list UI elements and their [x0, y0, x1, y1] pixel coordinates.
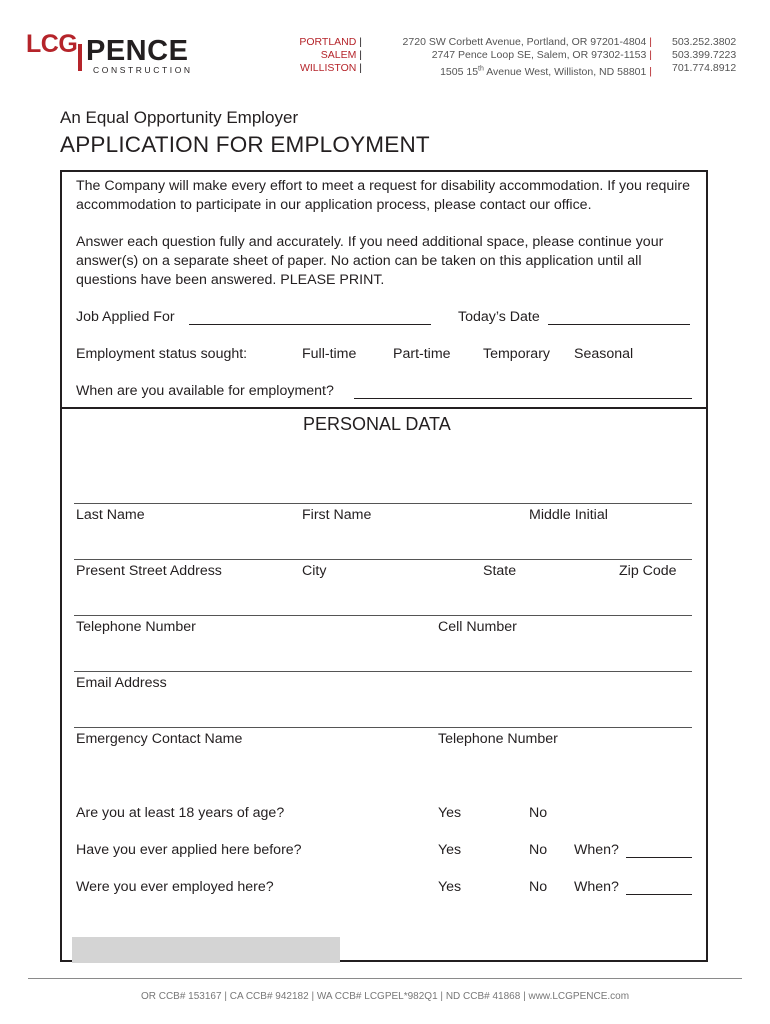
- address-text: 2720 SW Corbett Avenue, Portland, OR 97201-4804: [402, 36, 647, 48]
- address-field-line[interactable]: [74, 559, 692, 560]
- logo-pence-text: PENCE: [86, 35, 189, 67]
- company-logo: [26, 30, 196, 76]
- status-option-temporary[interactable]: Temporary: [483, 346, 551, 362]
- gray-shaded-box: [72, 937, 340, 963]
- logo-bar: [78, 44, 82, 71]
- last-name-label: Last Name: [76, 507, 145, 523]
- location-phone-williston: 701.774.8912: [672, 62, 737, 74]
- footer-divider: [28, 978, 742, 979]
- city-label: SALEM: [320, 49, 357, 61]
- footer-nd-ccb: ND CCB# 41868: [445, 991, 521, 1002]
- address-part: Avenue West, Williston, ND 58801: [483, 65, 647, 78]
- footer-website-link[interactable]: www.LCGPENCE.com: [528, 991, 630, 1002]
- emergency-contact-label: Emergency Contact Name: [76, 731, 243, 747]
- todays-date-label: Today’s Date: [458, 309, 540, 325]
- page-title: APPLICATION FOR EMPLOYMENT: [60, 132, 430, 157]
- job-applied-label: Job Applied For: [76, 309, 175, 325]
- status-option-seasonal[interactable]: Seasonal: [574, 346, 634, 362]
- location-city-portland: [252, 36, 362, 49]
- location-city-salem: [252, 49, 362, 62]
- email-address-label: Email Address: [76, 675, 167, 691]
- zip-code-label: Zip Code: [619, 563, 677, 579]
- todays-date-field[interactable]: [548, 324, 690, 325]
- applied-when-label: When?: [574, 842, 619, 858]
- subtitle: An Equal Opportunity Employer: [60, 108, 299, 127]
- footer-or-ccb: OR CCB# 153167: [140, 991, 222, 1002]
- intro-paragraph-instructions: Answer each question fully and accurately. If you need additional space, please continue your answer(s) on a separate sheet of paper. No action can be taken on this application until all questions have been answered. PLEASE PRINT.: [76, 234, 664, 288]
- age-yes-option[interactable]: Yes: [438, 805, 462, 821]
- separator: |: [359, 62, 362, 74]
- employed-no-option[interactable]: No: [529, 879, 548, 895]
- section-divider: [60, 407, 708, 409]
- separator: |: [359, 36, 362, 48]
- street-address-label: Present Street Address: [76, 563, 222, 579]
- applied-when-field[interactable]: [626, 857, 692, 858]
- employed-yes-option[interactable]: Yes: [438, 879, 462, 895]
- footer: [0, 991, 770, 1002]
- location-phone-salem: 503.399.7223: [672, 49, 737, 61]
- name-field-line[interactable]: [74, 503, 692, 504]
- first-name-label: First Name: [302, 507, 372, 523]
- section-title-personal-data: PERSONAL DATA: [303, 414, 451, 434]
- emergency-phone-label: Telephone Number: [438, 731, 558, 747]
- email-field-line[interactable]: [74, 671, 692, 672]
- availability-field[interactable]: [354, 398, 692, 399]
- separator: |: [649, 49, 652, 61]
- footer-separator: |: [523, 991, 526, 1002]
- location-address-portland: [352, 36, 652, 49]
- footer-wa-ccb: WA CCB# LCGPEL*982Q1: [316, 991, 438, 1002]
- intro-paragraph-accommodation: The Company will make every effort to meet a request for disability accommodation. If you require accommodation to participate in our application process, please contact our office.: [76, 178, 691, 213]
- employed-when-label: When?: [574, 879, 619, 895]
- phone-field-line[interactable]: [74, 615, 692, 616]
- cell-number-label: Cell Number: [438, 619, 517, 635]
- footer-separator: |: [440, 991, 444, 1002]
- logo-construction-text: CONSTRUCTION: [93, 65, 193, 75]
- address-text: [440, 66, 646, 78]
- job-applied-field[interactable]: [189, 324, 431, 325]
- employed-when-field[interactable]: [626, 894, 692, 895]
- footer-separator: |: [311, 991, 315, 1002]
- status-option-part-time[interactable]: Part-time: [393, 346, 451, 362]
- middle-initial-label: Middle Initial: [529, 507, 608, 523]
- city-label: WILLISTON: [299, 62, 357, 74]
- location-city-williston: [252, 62, 362, 75]
- address-part: 1505 15: [440, 65, 479, 78]
- applied-yes-option[interactable]: Yes: [438, 842, 462, 858]
- question-age: Are you at least 18 years of age?: [76, 805, 285, 821]
- emergency-field-line[interactable]: [74, 727, 692, 728]
- age-no-option[interactable]: No: [529, 805, 548, 821]
- question-applied-before: Have you ever applied here before?: [76, 842, 302, 858]
- applied-no-option[interactable]: No: [529, 842, 548, 858]
- telephone-label: Telephone Number: [76, 619, 196, 635]
- address-superscript: th: [478, 65, 484, 72]
- city-label: City: [302, 563, 327, 579]
- location-phone-portland: 503.252.3802: [672, 36, 737, 48]
- city-label: PORTLAND: [299, 36, 357, 48]
- separator: |: [359, 49, 362, 61]
- question-employed-before: Were you ever employed here?: [76, 879, 274, 895]
- availability-label: When are you available for employment?: [76, 383, 334, 399]
- employment-status-label: Employment status sought:: [76, 346, 248, 362]
- state-label: State: [483, 563, 517, 579]
- location-address-salem: [352, 49, 652, 62]
- logo-lcg-text: LCG: [26, 30, 78, 58]
- separator: |: [649, 36, 652, 48]
- separator: |: [649, 65, 652, 78]
- location-address-williston: [352, 62, 652, 79]
- footer-separator: |: [224, 991, 227, 1002]
- footer-ca-ccb: CA CCB# 942182: [229, 991, 309, 1002]
- address-text: 2747 Pence Loop SE, Salem, OR 97302-1153: [431, 49, 647, 61]
- status-option-full-time[interactable]: Full-time: [302, 346, 357, 362]
